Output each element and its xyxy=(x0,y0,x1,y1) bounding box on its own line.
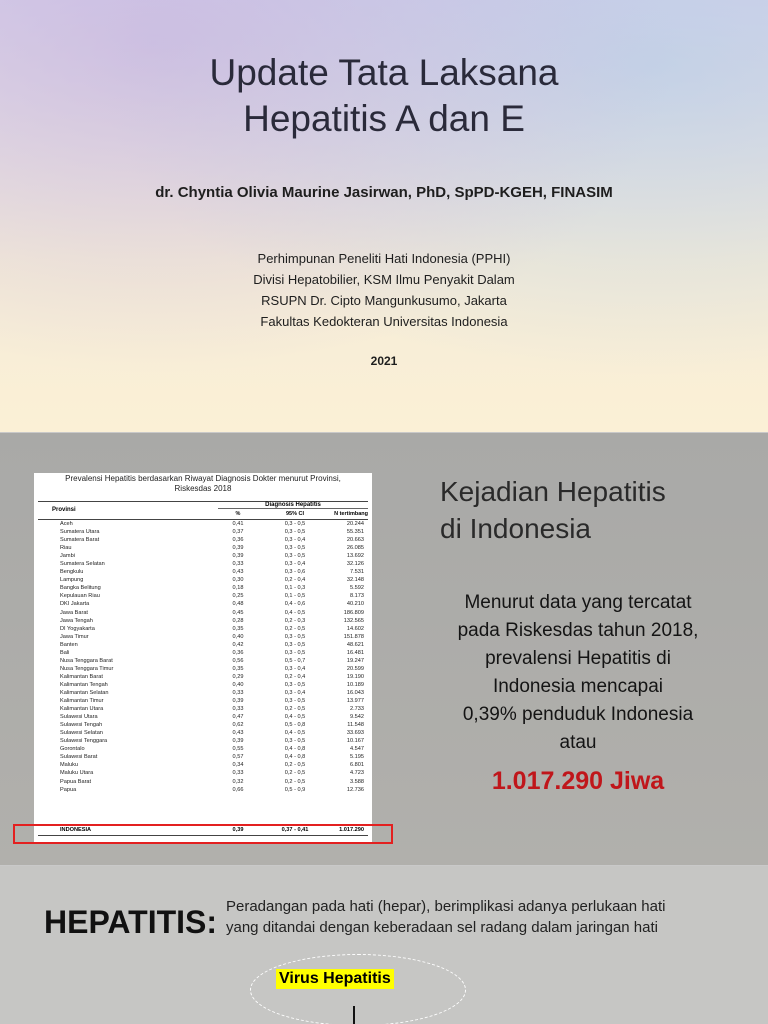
percent-cell: 0,33 xyxy=(232,689,244,696)
heading-line-2: di Indonesia xyxy=(440,513,592,544)
province-cell: Jawa Barat xyxy=(60,609,88,616)
ci-cell: 0,2 - 0,5 xyxy=(284,625,306,632)
ci-cell: 0,2 - 0,5 xyxy=(284,778,306,785)
definition-slide xyxy=(0,866,768,1024)
percent-cell: 0,34 xyxy=(232,762,244,769)
table-row xyxy=(38,592,368,600)
n-cell: 20.244 xyxy=(346,521,364,527)
ci-cell: 0,3 - 0,5 xyxy=(284,641,306,648)
n-cell: 20.663 xyxy=(346,537,364,544)
percent-cell: 0,32 xyxy=(232,778,244,785)
province-cell: Lampung xyxy=(60,577,84,584)
province-cell: Nusa Tenggara Barat xyxy=(60,657,113,664)
province-cell: Sulawesi Utara xyxy=(60,714,98,721)
table-caption xyxy=(34,474,372,494)
n-cell: 11.548 xyxy=(347,722,364,729)
n-cell: 13.977 xyxy=(346,698,364,705)
table-row xyxy=(38,609,368,617)
ci-cell: 0,3 - 0,4 xyxy=(284,537,306,544)
n-cell: 3.588 xyxy=(350,778,364,785)
body-line: atau xyxy=(559,732,597,753)
ci-cell: 0,4 - 0,6 xyxy=(284,601,306,608)
total-ci: 0,37 - 0,41 xyxy=(281,827,309,833)
table-row xyxy=(38,665,368,673)
n-cell: 4.723 xyxy=(350,770,364,777)
percent-cell: 0,56 xyxy=(232,657,244,664)
table-row xyxy=(38,641,368,649)
table-row xyxy=(38,520,368,528)
table-row xyxy=(38,713,368,721)
total-highlight-box xyxy=(13,824,393,844)
table-body xyxy=(38,520,368,794)
n-cell: 4.547 xyxy=(350,746,364,753)
heading-line-1: Kejadian Hepatitis xyxy=(440,476,666,507)
province-cell: Maluku xyxy=(60,762,79,769)
total-label: INDONESIA xyxy=(60,827,92,833)
n-cell: 32.126 xyxy=(346,561,364,568)
table-row xyxy=(38,536,368,544)
percent-cell: 0,45 xyxy=(232,609,244,616)
table-row xyxy=(38,576,368,584)
percent-cell: 0,43 xyxy=(232,730,244,737)
n-cell: 10.189 xyxy=(346,681,364,688)
dashed-ellipse xyxy=(250,954,466,1024)
percent-cell: 0,35 xyxy=(232,665,244,672)
table-row xyxy=(38,737,368,745)
body-line: pada Riskesdas tahun 2018, xyxy=(457,620,699,641)
n-cell: 32.148 xyxy=(346,577,364,584)
percent-cell: 0,33 xyxy=(232,770,244,777)
table-row xyxy=(38,544,368,552)
percent-cell: 0,28 xyxy=(232,617,244,624)
province-cell: Sulawesi Barat xyxy=(60,754,98,761)
province-cell: Nusa Tenggara Timur xyxy=(60,665,114,672)
ci-cell: 0,3 - 0,5 xyxy=(284,553,306,560)
percent-cell: 0,29 xyxy=(232,673,244,680)
percent-cell: 0,42 xyxy=(232,641,244,648)
percent-cell: 0,39 xyxy=(232,553,244,560)
prevalence-table xyxy=(34,473,372,843)
percent-cell: 0,18 xyxy=(232,585,244,592)
affiliation-line: RSUPN Dr. Cipto Mangunkusumo, Jakarta xyxy=(261,293,507,308)
total-percent: 0,39 xyxy=(232,827,244,833)
percent-cell: 0,39 xyxy=(232,545,244,552)
highlight-value: 1.017.290 Jiwa xyxy=(491,767,665,795)
province-cell: Papua xyxy=(60,786,77,793)
percent-cell: 0,40 xyxy=(232,633,244,640)
ci-cell: 0,2 - 0,4 xyxy=(284,673,306,680)
ci-cell: 0,5 - 0,7 xyxy=(284,657,306,664)
province-cell: Kalimantan Timur xyxy=(60,698,104,705)
ci-cell: 0,4 - 0,8 xyxy=(284,754,306,761)
province-cell: DKI Jakarta xyxy=(60,601,90,608)
province-cell: Papua Barat xyxy=(60,778,92,785)
connector-line xyxy=(353,1006,355,1024)
percent-cell: 0,66 xyxy=(232,786,244,793)
body-line: Indonesia mencapai xyxy=(492,676,664,697)
percent-cell: 0,55 xyxy=(232,746,244,753)
province-cell: Riau xyxy=(60,545,72,552)
percent-cell: 0,36 xyxy=(232,649,244,656)
ci-cell: 0,3 - 0,5 xyxy=(284,521,306,527)
n-cell: 5.592 xyxy=(350,585,364,592)
percent-cell: 0,43 xyxy=(232,569,244,576)
ci-cell: 0,3 - 0,5 xyxy=(284,545,306,552)
table-row xyxy=(38,584,368,592)
province-cell: Aceh xyxy=(60,521,73,527)
table-caption-line-1: Prevalensi Hepatitis berdasarkan Riwayat Diagnosis Dokter menurut Provinsi, xyxy=(65,474,341,483)
percent-cell: 0,57 xyxy=(232,754,244,761)
province-cell: Banten xyxy=(60,641,78,648)
percent-cell: 0,35 xyxy=(232,625,244,632)
title-slide xyxy=(0,0,768,432)
table-row xyxy=(38,778,368,786)
ci-cell: 0,5 - 0,8 xyxy=(284,722,306,729)
table-caption-line-2: Riskesdas 2018 xyxy=(174,484,232,493)
province-cell: Bangka Belitung xyxy=(60,585,101,592)
percent-cell: 0,62 xyxy=(232,722,244,729)
n-cell: 5.195 xyxy=(350,754,364,761)
table-row xyxy=(38,689,368,697)
province-cell: Jawa Tengah xyxy=(60,617,93,624)
table-row xyxy=(38,552,368,560)
province-cell: Sumatera Utara xyxy=(60,529,100,536)
table-row xyxy=(38,673,368,681)
affiliation-line: Divisi Hepatobilier, KSM Ilmu Penyakit Dalam xyxy=(253,272,515,287)
province-cell: Kalimantan Utara xyxy=(60,706,104,713)
percent-cell: 0,25 xyxy=(232,593,244,600)
percent-cell: 0,47 xyxy=(232,714,244,721)
ci-cell: 0,1 - 0,3 xyxy=(284,585,306,592)
percent-cell: 0,37 xyxy=(232,529,244,536)
table-row xyxy=(38,745,368,753)
body-line: Menurut data yang tercatat xyxy=(464,592,692,613)
year: 2021 xyxy=(370,354,398,368)
ci-cell: 0,3 - 0,5 xyxy=(284,529,306,536)
virus-hepatitis-label: Virus Hepatitis xyxy=(276,969,394,989)
province-cell: Sumatera Selatan xyxy=(60,561,105,568)
province-cell: Sulawesi Selatan xyxy=(60,730,103,737)
ci-cell: 0,2 - 0,5 xyxy=(284,762,306,769)
table-row xyxy=(38,705,368,713)
table-row xyxy=(38,721,368,729)
title-line-1: Update Tata Laksana xyxy=(209,52,559,93)
table-row xyxy=(38,681,368,689)
table-row xyxy=(38,697,368,705)
n-cell: 12.736 xyxy=(346,786,364,793)
percent-cell: 0,36 xyxy=(232,537,244,544)
province-cell: DI Yogyakarta xyxy=(60,625,95,632)
definition-line-1: Peradangan pada hati (hepar), berimplikasi adanya perlukaan hati xyxy=(226,898,666,915)
province-cell: Sulawesi Tenggara xyxy=(60,738,108,745)
table-row xyxy=(38,568,368,576)
province-cell: Jambi xyxy=(60,553,75,560)
ci-cell: 0,3 - 0,4 xyxy=(284,561,306,568)
n-cell: 19.190 xyxy=(346,673,364,680)
table-row xyxy=(38,649,368,657)
slide-body-text xyxy=(430,589,726,757)
affiliations xyxy=(0,248,768,332)
n-cell: 10.167 xyxy=(346,738,364,745)
percent-cell: 0,40 xyxy=(232,681,244,688)
header-percent: % xyxy=(235,511,241,517)
province-cell: Kalimantan Barat xyxy=(60,673,103,680)
affiliation-line: Fakultas Kedokteran Universitas Indonesia xyxy=(260,314,508,329)
affiliation-line: Perhimpunan Peneliti Hati Indonesia (PPHI) xyxy=(257,251,511,266)
table-row xyxy=(38,625,368,633)
n-cell: 9.542 xyxy=(350,714,364,721)
n-cell: 33.693 xyxy=(346,730,364,737)
percent-cell: 0,33 xyxy=(232,706,244,713)
definition-text xyxy=(226,896,746,938)
table-header xyxy=(38,501,368,520)
definition-line-2: yang ditandai dengan keberadaan sel radang dalam jaringan hati xyxy=(226,919,658,936)
title-line-2: Hepatitis A dan E xyxy=(243,98,525,139)
ci-cell: 0,4 - 0,5 xyxy=(284,609,306,616)
n-cell: 26.085 xyxy=(346,545,364,552)
province-cell: Kalimantan Selatan xyxy=(60,689,109,696)
n-cell: 55.351 xyxy=(346,529,364,536)
province-cell: Kepulauan Riau xyxy=(60,593,100,600)
province-cell: Kalimantan Tengah xyxy=(60,681,108,688)
table-row xyxy=(38,560,368,568)
ci-cell: 0,1 - 0,5 xyxy=(284,593,306,600)
table-row xyxy=(38,753,368,761)
percent-cell: 0,48 xyxy=(232,601,244,608)
n-cell: 132.565 xyxy=(343,617,364,624)
n-cell: 14.602 xyxy=(346,625,364,632)
ci-cell: 0,2 - 0,5 xyxy=(284,706,306,713)
province-cell: Bali xyxy=(60,649,70,656)
ci-cell: 0,3 - 0,4 xyxy=(284,665,306,672)
table-row xyxy=(38,786,368,794)
ci-cell: 0,4 - 0,5 xyxy=(284,730,306,737)
n-cell: 13.692 xyxy=(346,553,364,560)
total-n: 1.017.290 xyxy=(339,827,364,833)
ci-cell: 0,4 - 0,8 xyxy=(284,746,306,753)
author-name: dr. Chyntia Olivia Maurine Jasirwan, PhD, SpPD-KGEH, FINASIM xyxy=(155,184,613,201)
table-row xyxy=(38,769,368,777)
table-row xyxy=(38,657,368,665)
ci-cell: 0,3 - 0,4 xyxy=(284,689,306,696)
n-cell: 7.531 xyxy=(350,569,364,576)
table-row xyxy=(38,633,368,641)
body-line: prevalensi Hepatitis di xyxy=(485,648,671,669)
n-cell: 16.043 xyxy=(346,689,364,696)
ci-cell: 0,3 - 0,5 xyxy=(284,698,306,705)
ci-cell: 0,2 - 0,3 xyxy=(284,617,306,624)
percent-cell: 0,41 xyxy=(232,521,244,527)
ci-cell: 0,3 - 0,5 xyxy=(284,649,306,656)
table-row xyxy=(38,617,368,625)
n-cell: 48.621 xyxy=(346,641,364,648)
n-cell: 6.801 xyxy=(350,762,364,769)
n-cell: 19.247 xyxy=(346,657,364,664)
body-line: 0,39% penduduk Indonesia xyxy=(462,704,694,725)
percent-cell: 0,39 xyxy=(232,698,244,705)
definition-heading: HEPATITIS: xyxy=(44,904,218,940)
n-cell: 2.733 xyxy=(350,706,364,713)
slide-heading xyxy=(440,473,740,547)
percent-cell: 0,39 xyxy=(232,738,244,745)
ci-cell: 0,2 - 0,4 xyxy=(284,577,306,584)
prevalence-slide xyxy=(0,433,768,865)
table-row xyxy=(38,600,368,608)
ci-cell: 0,3 - 0,5 xyxy=(284,633,306,640)
table-row xyxy=(38,528,368,536)
ci-cell: 0,5 - 0,9 xyxy=(284,786,306,793)
province-cell: Gorontalo xyxy=(60,746,85,753)
ci-cell: 0,2 - 0,5 xyxy=(284,770,306,777)
table-row xyxy=(38,729,368,737)
header-n: N tertimbang xyxy=(334,511,368,517)
province-cell: Sulawesi Tengah xyxy=(60,722,103,729)
header-provinsi: Provinsi xyxy=(52,507,76,513)
n-cell: 151.878 xyxy=(343,633,364,640)
province-cell: Bengkulu xyxy=(60,569,84,576)
ci-cell: 0,3 - 0,5 xyxy=(284,738,306,745)
slide-title xyxy=(0,50,768,142)
province-cell: Maluku Utara xyxy=(60,770,94,777)
n-cell: 40.210 xyxy=(346,601,364,608)
percent-cell: 0,33 xyxy=(232,561,244,568)
ci-cell: 0,3 - 0,5 xyxy=(284,681,306,688)
n-cell: 16.481 xyxy=(346,649,364,656)
province-cell: Sumatera Barat xyxy=(60,537,100,544)
header-diagnosis: Diagnosis Hepatitis xyxy=(218,502,368,509)
n-cell: 20.599 xyxy=(346,665,364,672)
table-row xyxy=(38,761,368,769)
ci-cell: 0,4 - 0,5 xyxy=(284,714,306,721)
n-cell: 8.173 xyxy=(350,593,364,600)
ci-cell: 0,3 - 0,6 xyxy=(284,569,306,576)
n-cell: 186.809 xyxy=(343,609,364,616)
percent-cell: 0,30 xyxy=(232,577,244,584)
header-ci: 95% CI xyxy=(285,511,305,517)
province-cell: Jawa Timur xyxy=(60,633,89,640)
